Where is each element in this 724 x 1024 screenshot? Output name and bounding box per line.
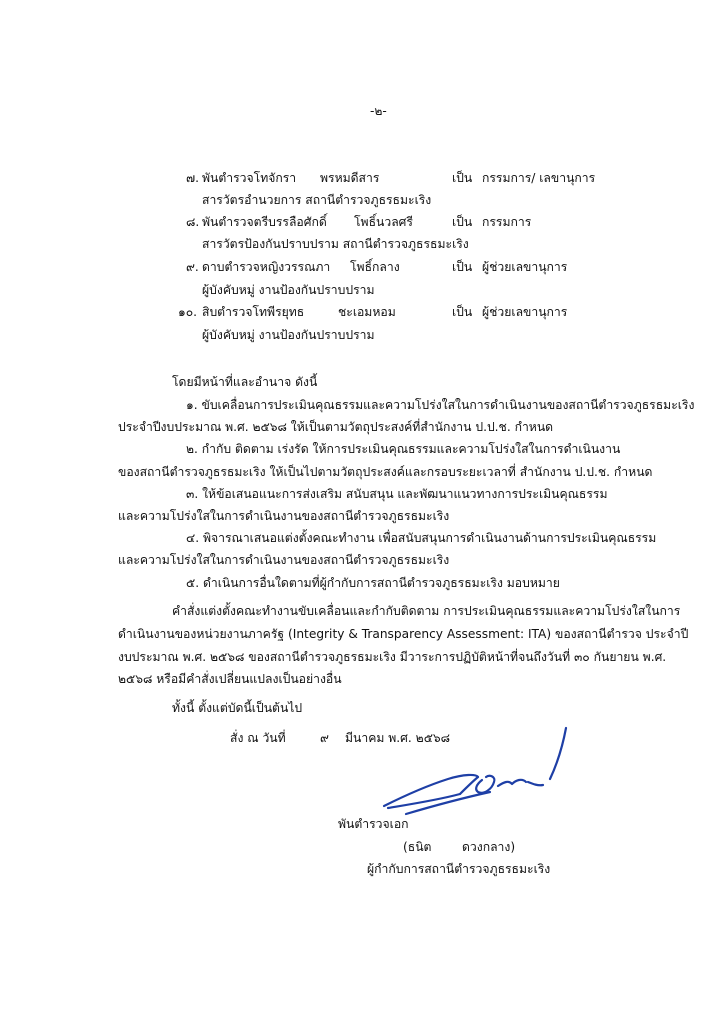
signature-stroke bbox=[460, 777, 478, 794]
member-position: ผู้บังคับหมู่ งานป้องกันปราบปราม bbox=[202, 328, 375, 342]
paragraph-line: ๒๕๖๘ หรือมีคำสั่งเปลี่ยนแปลงเป็นอย่างอื่น bbox=[118, 672, 342, 686]
duty-item: ๔. พิจารณาเสนอแต่งตั้งคณะทำงาน เพื่อสนับสนุนการดำเนินงานด้านการประเมินคุณธรรม bbox=[186, 531, 657, 545]
signature-stroke bbox=[476, 776, 494, 793]
duty-item: ๑. ขับเคลื่อนการประเมินคุณธรรมและความโปร่งใสในการดำเนินงานของสถานีตำรวจภูธรธมะเริง bbox=[186, 398, 695, 412]
date-label: สั่ง ณ วันที่ bbox=[230, 731, 286, 745]
member-name: สิบตำรวจโทพีรยุทธ bbox=[202, 305, 305, 319]
signer-first-name: (ธนิต bbox=[403, 840, 432, 854]
member-role: ผู้ช่วยเลขานุการ bbox=[482, 260, 568, 274]
signer-last-name: ดวงกลาง) bbox=[462, 840, 516, 854]
member-as: เป็น bbox=[452, 215, 473, 229]
member-surname: พรหมดีสาร bbox=[320, 171, 380, 185]
duty-item: ๓. ให้ข้อเสนอแนะการส่งเสริม สนับสนุน และพัฒนาแนวทางการประเมินคุณธรรม bbox=[186, 487, 608, 501]
member-number: ๙. bbox=[186, 260, 199, 274]
member-surname: ชะเอมหอม bbox=[338, 305, 396, 319]
member-as: เป็น bbox=[452, 260, 473, 274]
signature-stroke bbox=[528, 782, 543, 785]
member-role: กรรมการ/ เลขานุการ bbox=[482, 171, 596, 185]
member-number: ๑๐. bbox=[178, 305, 198, 319]
date-month-year: มีนาคม พ.ศ. ๒๕๖๘ bbox=[345, 731, 451, 745]
duty-continuation: ประจำปีงบประมาณ พ.ศ. ๒๕๖๘ ให้เป็นตามวัตถุประสงค์ที่สำนักงาน ป.ป.ช. กำหนด bbox=[118, 420, 554, 434]
duty-continuation: และความโปร่งใสในการดำเนินงานของสถานีตำรวจภูธรธมะเริง bbox=[118, 553, 450, 567]
member-position: สารวัตรอำนวยการ สถานีตำรวจภูธรธมะเริง bbox=[202, 193, 432, 207]
duty-continuation: ของสถานีตำรวจภูธรธมะเริง ให้เป็นไปตามวัตถุประสงค์และกรอบระยะเวลาที่ สำนักงาน ป.ป.ช. กำหนด bbox=[118, 465, 653, 479]
member-role: ผู้ช่วยเลขานุการ bbox=[482, 305, 568, 319]
paragraph-line: คำสั่งแต่งตั้งคณะทำงานขับเคลื่อนและกำกับติดตาม การประเมินคุณธรรมและความโปร่งใสในการ bbox=[172, 604, 681, 618]
member-surname: โพธิ์กลาง bbox=[350, 260, 400, 274]
member-name: พันตำรวจตรีบรรลือศักดิ์ bbox=[202, 215, 327, 229]
member-role: กรรมการ bbox=[482, 215, 532, 229]
member-as: เป็น bbox=[452, 171, 473, 185]
signer-rank: พันตำรวจเอก bbox=[338, 817, 409, 831]
duty-item: ๒. กำกับ ติดตาม เร่งรัด ให้การประเมินคุณธรรมและความโปร่งใสในการดำเนินงาน bbox=[186, 442, 621, 456]
duty-item: ๕. ดำเนินการอื่นใดตามที่ผู้กำกับการสถานีตำรวจภูธรธมะเริง มอบหมาย bbox=[186, 576, 560, 590]
signature-stroke bbox=[550, 728, 566, 779]
duty-continuation: และความโปร่งใสในการดำเนินงานของสถานีตำรวจภูธรธมะเริง bbox=[118, 509, 450, 523]
signature-stroke bbox=[498, 780, 526, 786]
signature-image bbox=[378, 722, 573, 828]
member-name: พันตำรวจโทจักรา bbox=[202, 171, 297, 185]
date-day: ๙ bbox=[320, 731, 329, 745]
member-as: เป็น bbox=[452, 305, 473, 319]
page-number: -๒- bbox=[370, 104, 387, 118]
member-name: ดาบตำรวจหญิงวรรณภา bbox=[202, 260, 331, 274]
member-position: ผู้บังคับหมู่ งานป้องกันปราบปราม bbox=[202, 283, 375, 297]
member-surname: โพธิ์นวลศรี bbox=[354, 215, 413, 229]
effective-clause: ทั้งนี้ ตั้งแต่บัดนี้เป็นต้นไป bbox=[172, 701, 303, 715]
paragraph-line: ดำเนินงานของหน่วยงานภาครัฐ (Integrity & Transparency Assessment: ITA) ของสถานีตำรวจ ประจำปี bbox=[118, 627, 689, 641]
member-position: สารวัตรป้องกันปราบปราม สถานีตำรวจภูธรธมะเริง bbox=[202, 237, 469, 251]
paragraph-line: งบประมาณ พ.ศ. ๒๕๖๘ ของสถานีตำรวจภูธรธมะเริง มีวาระการปฏิบัติหน้าที่จนถึงวันที่ ๓๐ กันยายน พ.ศ. bbox=[118, 650, 667, 664]
signer-title: ผู้กำกับการสถานีตำรวจภูธรธมะเริง bbox=[367, 862, 551, 876]
member-number: ๘. bbox=[186, 215, 200, 229]
member-number: ๗. bbox=[186, 171, 200, 185]
duties-heading: โดยมีหน้าที่และอำนาจ ดังนี้ bbox=[172, 375, 318, 389]
